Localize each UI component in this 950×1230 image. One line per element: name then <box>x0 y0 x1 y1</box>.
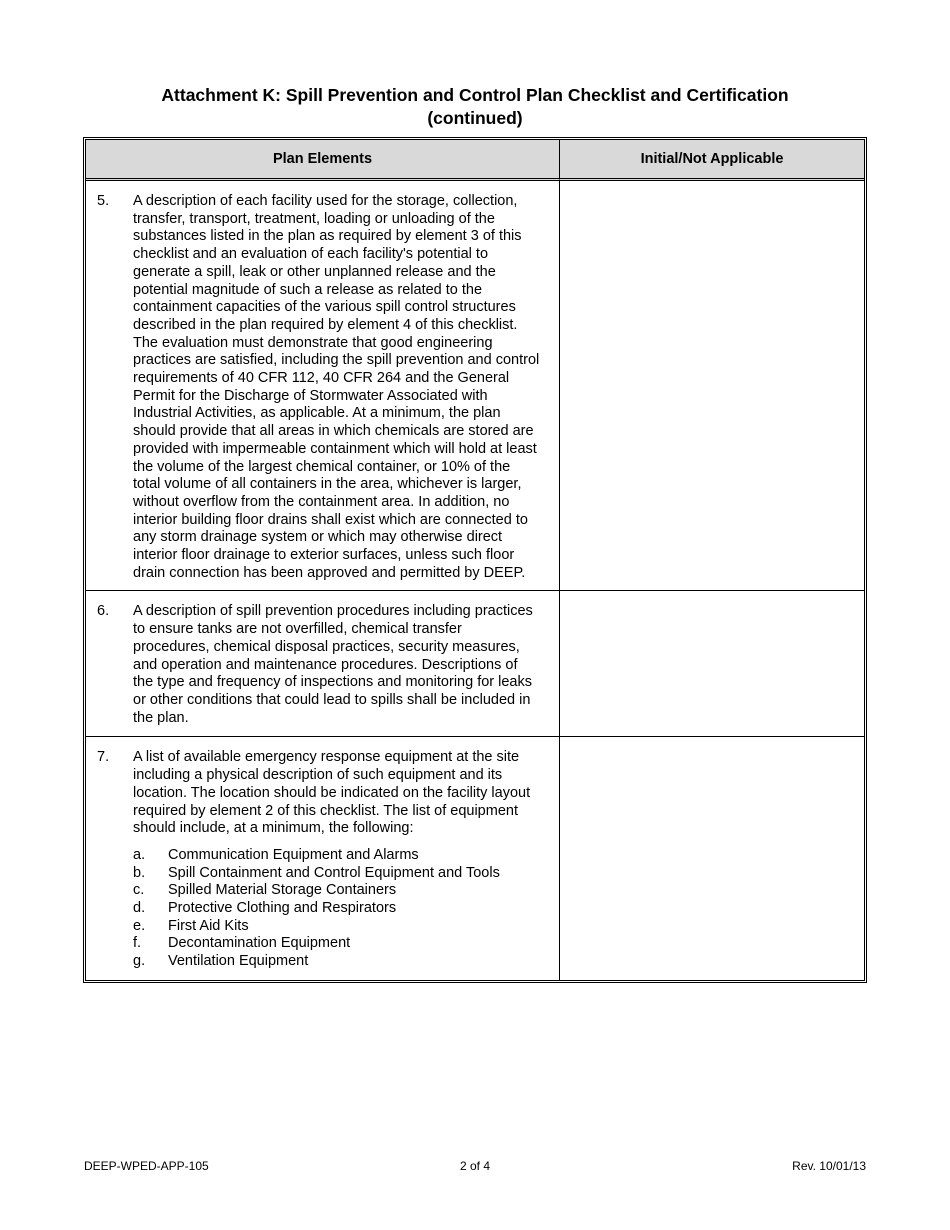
header-plan-elements: Plan Elements <box>86 140 560 181</box>
table-row <box>86 181 864 591</box>
list-item <box>133 918 541 936</box>
list-item-text: Spilled Material Storage Containers <box>168 882 397 899</box>
plan-element-cell <box>86 591 560 737</box>
list-item-letter: a. <box>133 846 146 863</box>
table-row <box>86 737 864 979</box>
list-item-text: First Aid Kits <box>168 917 249 934</box>
list-item <box>133 847 541 865</box>
list-item <box>133 882 541 900</box>
page-title <box>84 84 866 130</box>
element-number: 6. <box>97 603 110 620</box>
list-item-text: Spill Containment and Control Equipment and Tools <box>168 864 500 881</box>
title-line-1: Attachment K: Spill Prevention and Control Plan Checklist and Certification <box>161 85 789 105</box>
list-item-letter: e. <box>133 917 146 934</box>
table-row <box>86 591 864 737</box>
list-item <box>133 865 541 883</box>
list-item-letter: g. <box>133 953 146 970</box>
plan-element-6 <box>86 591 559 736</box>
equipment-list <box>133 847 541 971</box>
checklist-table <box>83 137 867 983</box>
element-text: A description of spill prevention procedures including practices to ensure tanks are not overfilled, chemical transfer procedures, chemical disposal practices, security measures, and operation and maintenance procedures. Descriptions of the type and frequency of inspections and monitoring for leaks or other conditions that could lead to spills shall be included in the plan. <box>133 603 533 726</box>
list-item-letter: f. <box>133 935 142 952</box>
initial-cell-5[interactable] <box>560 181 864 591</box>
footer-page-number: 2 of 4 <box>459 1159 491 1173</box>
list-item-letter: c. <box>133 882 145 899</box>
initial-cell-6[interactable] <box>560 591 864 737</box>
plan-element-cell <box>86 737 560 979</box>
initial-cell-7[interactable] <box>560 737 864 979</box>
list-item-text: Communication Equipment and Alarms <box>168 846 419 863</box>
table-header-row <box>86 140 864 181</box>
element-number: 5. <box>97 193 110 209</box>
list-item <box>133 900 541 918</box>
footer-form-id: DEEP-WPED-APP-105 <box>84 1159 209 1173</box>
plan-element-5 <box>86 181 559 590</box>
element-text: A description of each facility used for the storage, collection, transfer, transport, treatment, loading or unloading of the substances listed in the plan as required by element 3 of this checklist and an evaluation of each facility's potential to generate a spill, leak or other unplanned release and the potential magnitude of such a release as related to the containment capacities of the various spill control structures described in the plan required by element 4 of this checklist. The evaluation must demonstrate that good engineering practices are satisfied, including the spill prevention and control requirements of 40 CFR 112, 40 CFR 264 and the General Permit for the Discharge of Stormwater Associated with Industrial Activities, as applicable. At a minimum, the plan should provide that all areas in which chemicals are stored are provided with impermeable containment which will hold at least the volume of the largest chemical container, or 10% of the total volume of all containers in the area, whichever is larger, without overflow from the containment area. In addition, no interior building floor drains shall exist which are connected to any storm drainage system or which may otherwise direct interior floor drainage to exterior surfaces, unless such floor drain connection has been approved and permitted by DEEP. <box>133 193 540 581</box>
plan-element-7 <box>86 737 559 979</box>
list-item-letter: b. <box>133 864 146 881</box>
list-item <box>133 953 541 971</box>
title-line-2: (continued) <box>427 108 523 128</box>
element-number: 7. <box>97 749 110 766</box>
footer-revision: Rev. 10/01/13 <box>792 1159 866 1173</box>
element-text: A list of available emergency response equipment at the site including a physical description of such equipment and its location. The location should be indicated on the facility layout required by element 2 of this checklist. The list of equipment should include, at a minimum, the following: <box>133 749 531 837</box>
list-item-text: Ventilation Equipment <box>168 953 309 970</box>
list-item <box>133 935 541 953</box>
list-item-text: Protective Clothing and Respirators <box>168 900 397 917</box>
list-item-letter: d. <box>133 900 146 917</box>
plan-element-cell <box>86 181 560 591</box>
header-initial-not-applicable: Initial/Not Applicable <box>560 140 864 181</box>
list-item-text: Decontamination Equipment <box>168 935 351 952</box>
